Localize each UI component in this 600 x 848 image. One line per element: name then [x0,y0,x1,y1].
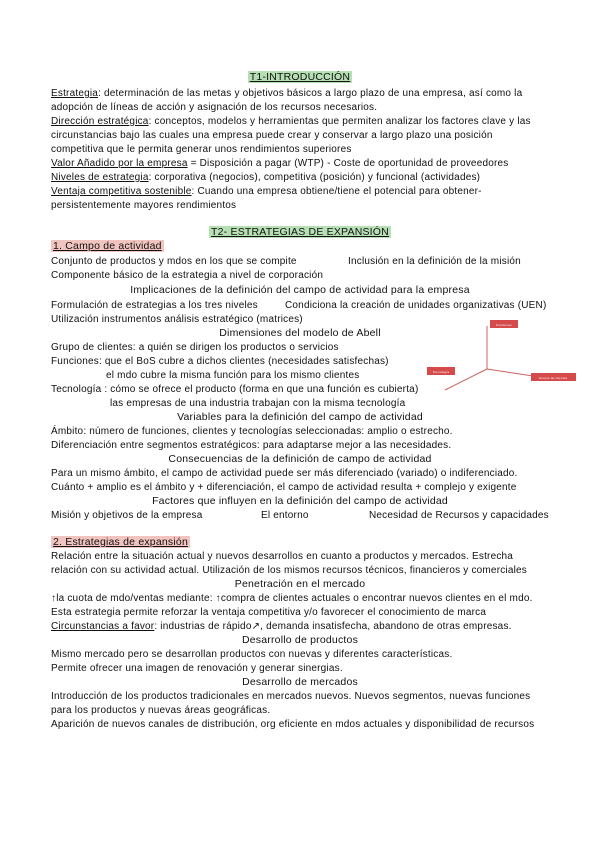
ventaja-term: Ventaja competitiva sostenible [51,186,192,197]
t2-title-text: T2- ESTRATEGIAS DE EXPANSIÓN [211,226,389,238]
desarrollo-productos-title: Desarrollo de productos [241,634,359,646]
niveles-term: Niveles de estrategia [51,172,149,183]
direccion-line-2: circunstancias bajo las cuales una empresa puede crear y conservar a largo plazo una posición [51,130,493,141]
condiciona-line: Condiciona la creación de unidades organizativas (UEN) [285,300,547,311]
funciones-line-1: Funciones: que el BoS cubre a dichos clientes (necesidades satisfechas) [51,356,389,367]
desarrollo-productos-line-2: Permite ofrecer una imagen de renovación y generar sinergias. [51,663,343,674]
circunstancias-line [51,620,512,633]
ventaja-line-2: persistentemente mayores rendimientos [51,200,237,211]
desarrollo-productos-line-1: Mismo mercado pero se desarrollan productos con nuevas y diferentes características. [51,649,453,660]
relacion-line-1: Relación entre la situación actual y nuevos desarrollos en cuanto a productos y mercados. Estrecha [51,551,514,562]
componente-line: Componente básico de la estrategia a nivel de corporación [51,270,324,281]
factores-title: Factores que influyen en la definición del campo de actividad [152,495,448,507]
direccion-term: Dirección estratégica [51,116,149,127]
ambito-line: Ámbito: número de funciones, clientes y tecnologías seleccionadas: amplio o estrecho. [51,426,453,437]
funciones-line-2: el mdo cubre la misma función para los mismo clientes [106,370,360,381]
penetracion-title: Penetración en el mercado [234,578,366,590]
grupo-line: Grupo de clientes: a quién se dirigen los productos o servicios [51,342,339,353]
s2-heading [51,536,190,549]
cuanto-line: Cuánto + amplio es el ámbito y + diferenciación, el campo de actividad resulta + complejo y exigente [51,482,517,493]
tecnologia-line-1: Tecnología : cómo se ofrece el producto (forma en que una función es cubierta) [51,384,419,395]
desarrollo-mercados-line-3: Aparición de nuevos canales de distribución, org eficiente en mdos actuales y disponibilidad de recursos [51,719,535,730]
utilizacion-line: Utilización instrumentos análisis estratégico (matrices) [51,314,303,325]
penetracion-line-1: ↑la cuota de mdo/ventas mediante: ↑compra de clientes actuales o encontrar nuevos clientes en el mdo. [51,593,533,604]
label-clientes: Grupos de clientes [538,376,568,380]
diferenciacion-line: Diferenciación entre segmentos estratégicos: para adaptarse mejor a las necesidades. [51,440,452,451]
niveles-definition: : corporativa (negocios), competitiva (posición) y funcional (actividades) [148,172,481,183]
valor-term: Valor Añadido por la empresa [51,158,188,169]
factor-entorno: El entorno [261,510,309,521]
estrategia-definition: : determinación de las metas y objetivos básicos a largo plazo de una empresa, así como la [98,88,523,99]
ventaja-definition: : Cuando una empresa obtiene/tiene el potencial para obtener- [191,186,482,197]
para-uno-line: Para un mismo ámbito, el campo de actividad puede ser más diferenciado (variado) o indiferenciado. [51,468,518,479]
label-tecnologia: Tecnología [432,370,450,374]
implicaciones-title: Implicaciones de la definición del campo de actividad para la empresa [130,284,470,296]
consecuencias-title: Consecuencias de la definición de campo de actividad [168,453,432,465]
direccion-line-3: competitiva que le permita generar unos rendimientos superiores [51,144,352,155]
desarrollo-mercados-line-2: para los productos y nuevas áreas geográficas. [51,705,271,716]
circunstancias-text: : industrias de rápido↗, demanda insatisfecha, abandono de otras empresas. [154,621,512,632]
circunstancias-term: Circunstancias a favor [51,621,155,632]
factor-recursos: Necesidad de Recursos y capacidades [369,510,549,521]
desarrollo-mercados-title: Desarrollo de mercados [242,676,358,688]
direccion-definition: : conceptos, modelos y herramientas que permiten analizar los factores clave y las [148,116,531,127]
estrategia-term: Estrategia [51,88,99,99]
valor-definition: = Disposición a pagar (WTP) - Coste de oportunidad de proveedores [187,158,509,169]
estrategia-line-2: adopción de líneas de acción y asignación de los recursos necesarios. [51,102,378,113]
abell-title: Dimensiones del modelo de Abell [219,327,381,339]
s1-heading-text: 1. Campo de actividad [53,240,162,252]
axis-clientes [487,369,533,376]
conjunto-line: Conjunto de productos y mdos en los que se compite [51,256,297,267]
desarrollo-mercados-line-1: Introducción de los productos tradicionales en mercados nuevos. Nuevos segmentos, nuevas funciones [51,691,531,702]
label-funciones: Funciones [496,323,512,327]
variables-title: Variables para la definición del campo de actividad [177,411,423,423]
s2-heading-text: 2. Estrategias de expansión [53,536,188,548]
relacion-line-2: relación con su actividad actual. Utilización de los mismos recursos técnicos, financieros y comerciales [51,565,527,576]
formulacion-line: Formulación de estrategias a los tres niveles [51,300,258,311]
factor-mision: Misión y objetivos de la empresa [51,510,203,521]
tecnologia-line-2: las empresas de una industria trabajan con la misma tecnología [110,398,406,409]
inclusion-line: Inclusión en la definición de la misión [348,256,521,267]
t1-title-text: T1-INTRODUCCIÓN [249,71,351,83]
penetracion-line-2: Esta estrategia permite reforzar la ventaja competitiva y/o favorecer el conocimiento de marca [51,607,487,618]
